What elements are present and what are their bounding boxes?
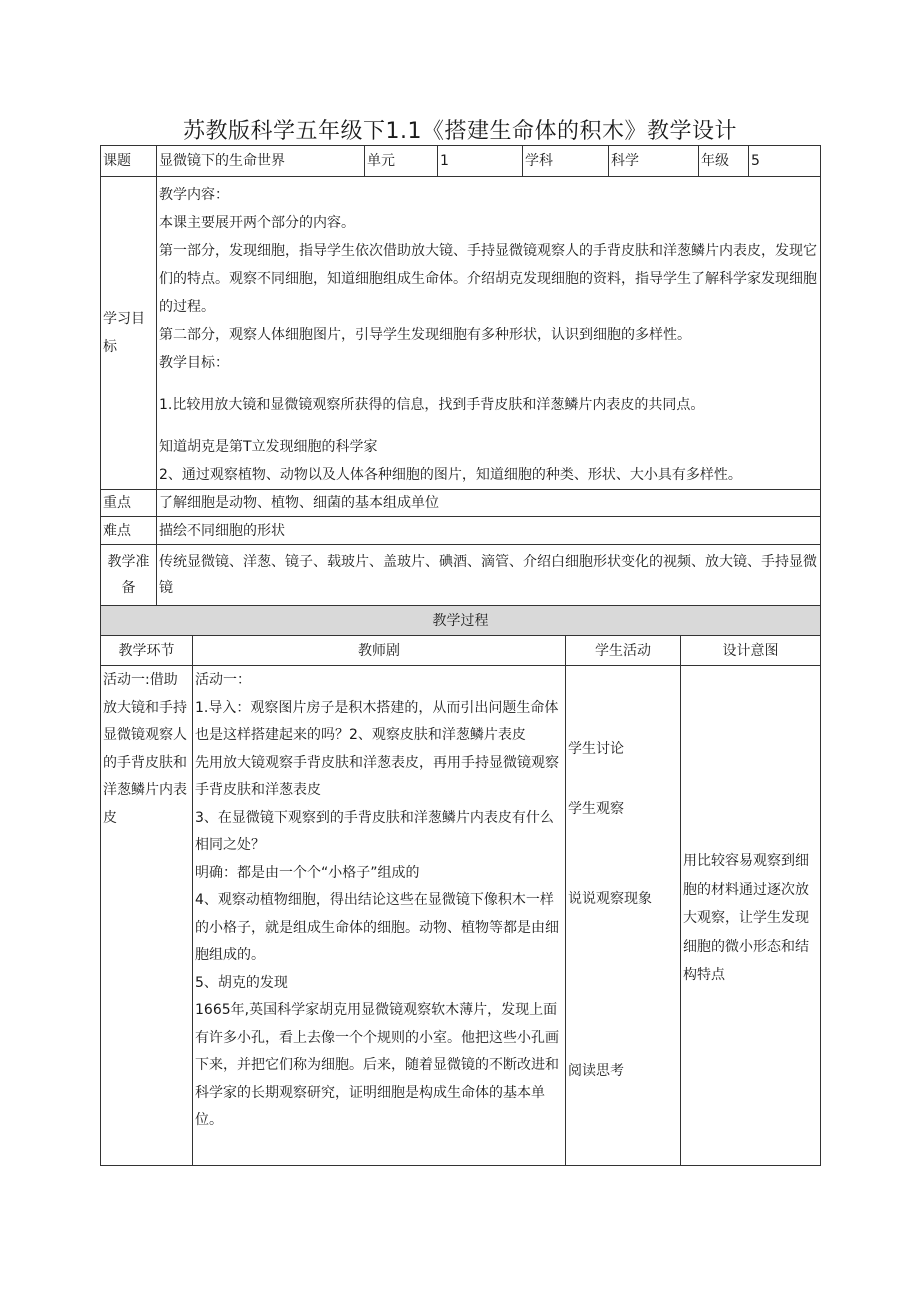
topic-label: 课题 bbox=[101, 146, 157, 177]
unit-label: 单元 bbox=[365, 146, 438, 177]
column-header: 教学环节 bbox=[101, 636, 193, 666]
grade-value: 5 bbox=[749, 146, 821, 177]
preparation-label: 教学准备 bbox=[101, 545, 157, 606]
subject-label: 学科 bbox=[523, 146, 609, 177]
student-activity: 学生讨论 bbox=[568, 741, 624, 757]
activity-row bbox=[101, 666, 821, 1166]
goals-line: 第二部分，观察人体细胞图片，引导学生发现细胞有多种形状，认识到细胞的多样性。 bbox=[159, 327, 691, 343]
goals-line: 教学目标： bbox=[159, 355, 229, 371]
topic-value: 显微镜下的生命世界 bbox=[157, 146, 365, 177]
goals-line: 教学内容： bbox=[159, 187, 229, 203]
student-activity: 说说观察现象 bbox=[568, 891, 652, 907]
key-point-row bbox=[101, 490, 821, 517]
unit-value: 1 bbox=[438, 146, 523, 177]
grade-label: 年级 bbox=[699, 146, 749, 177]
process-header: 教学过程 bbox=[101, 606, 821, 636]
goals-label: 学习目标 bbox=[101, 177, 157, 490]
goals-line: 1.比较用放大镜和显微镜观察所获得的信息，找到手背皮肤和洋葱鳞片内表皮的共同点。 bbox=[159, 397, 705, 413]
activity-name: 活动一:借助放大镜和手持显微镜观察人的手背皮肤和洋葱鳞片内表皮 bbox=[101, 666, 193, 1166]
teacher-line: 3、在显微镜下观察到的手背皮肤和洋葱鳞片内表皮有什么相同之处？ bbox=[195, 809, 554, 853]
column-header: 教师剧 bbox=[193, 636, 566, 666]
key-point-value: 了解细胞是动物、植物、细菌的基本组成单位 bbox=[157, 490, 821, 517]
preparation-value: 传统显微镜、洋葱、镜子、载玻片、盖玻片、碘酒、滴管、介绍白细胞形状变化的视频、放大镜、手持显微镜 bbox=[157, 545, 821, 606]
process-header-row bbox=[101, 606, 821, 636]
teaching-process-table bbox=[100, 605, 821, 1166]
column-header: 学生活动 bbox=[566, 636, 681, 666]
subject-value: 科学 bbox=[609, 146, 699, 177]
student-activities bbox=[566, 666, 681, 1166]
difficulty-label: 难点 bbox=[101, 517, 157, 545]
teacher-line: 1.导入：观察图片房子是积木搭建的，从而引出问题生命体也是这样搭建起来的吗？2、观察皮肤和洋葱鳞片表皮 bbox=[195, 699, 559, 743]
teacher-line: 5、胡克的发现 bbox=[195, 974, 288, 991]
teacher-content bbox=[193, 666, 566, 1166]
teacher-line: 活动一： bbox=[195, 672, 251, 688]
teacher-line: 先用放大镜观察手背皮肤和洋葱表皮，再用手持显微镜观察手背皮肤和洋葱表皮 bbox=[195, 754, 559, 798]
teacher-line: 明确：都是由一个个“小格子”组成的 bbox=[195, 864, 420, 881]
process-columns-row bbox=[101, 636, 821, 666]
goals-line: 知道胡克是第T立发现细胞的科学家 bbox=[159, 439, 378, 455]
goals-row bbox=[101, 177, 821, 490]
student-activity: 阅读思考 bbox=[568, 1063, 624, 1079]
design-intent-cell bbox=[681, 666, 821, 1166]
preparation-row bbox=[101, 545, 821, 606]
key-point-label: 重点 bbox=[101, 490, 157, 517]
page-title: 苏教版科学五年级下1.1《搭建生命体的积木》教学设计 bbox=[183, 119, 737, 144]
design-intent: 用比较容易观察到细胞的材料通过逐次放大观察，让学生发现细胞的微小形态和结构特点 bbox=[683, 853, 809, 983]
goals-content bbox=[157, 177, 821, 490]
column-header: 设计意图 bbox=[681, 636, 821, 666]
difficulty-value: 描绘不同细胞的形状 bbox=[157, 517, 821, 545]
goals-line: 第一部分，发现细胞，指导学生依次借助放大镜、手持显微镜观察人的手背皮肤和洋葱鳞片内表皮，发现它们的特点。观察不同细胞，知道细胞组成生命体。介绍胡克发现细胞的资料，指导学生了解科学家发现细胞的过程。 bbox=[159, 243, 817, 315]
teacher-line: 1665年,英国科学家胡克用显微镜观察软木薄片，发现上面有许多小孔，看上去像一个个规则的小室。他把这些小孔画下来，并把它们称为细胞。后来，随着显微镜的不断改进和科学家的长期观察研究，证明细胞是构成生命体的基本单位。 bbox=[195, 1002, 559, 1128]
difficulty-row bbox=[101, 517, 821, 545]
student-activity: 学生观察 bbox=[568, 801, 624, 817]
goals-line: 2、通过观察植物、动物以及人体各种细胞的图片，知道细胞的种类、形状、大小具有多样性。 bbox=[159, 467, 742, 483]
goals-line: 本课主要展开两个部分的内容。 bbox=[159, 215, 355, 231]
teacher-line: 4、观察动植物细胞，得出结论这些在显微镜下像积木一样的小格子，就是组成生命体的细胞。动物、植物等都是由细胞组成的。 bbox=[195, 892, 559, 963]
topic-row bbox=[101, 146, 821, 177]
lesson-info-table bbox=[100, 145, 821, 606]
